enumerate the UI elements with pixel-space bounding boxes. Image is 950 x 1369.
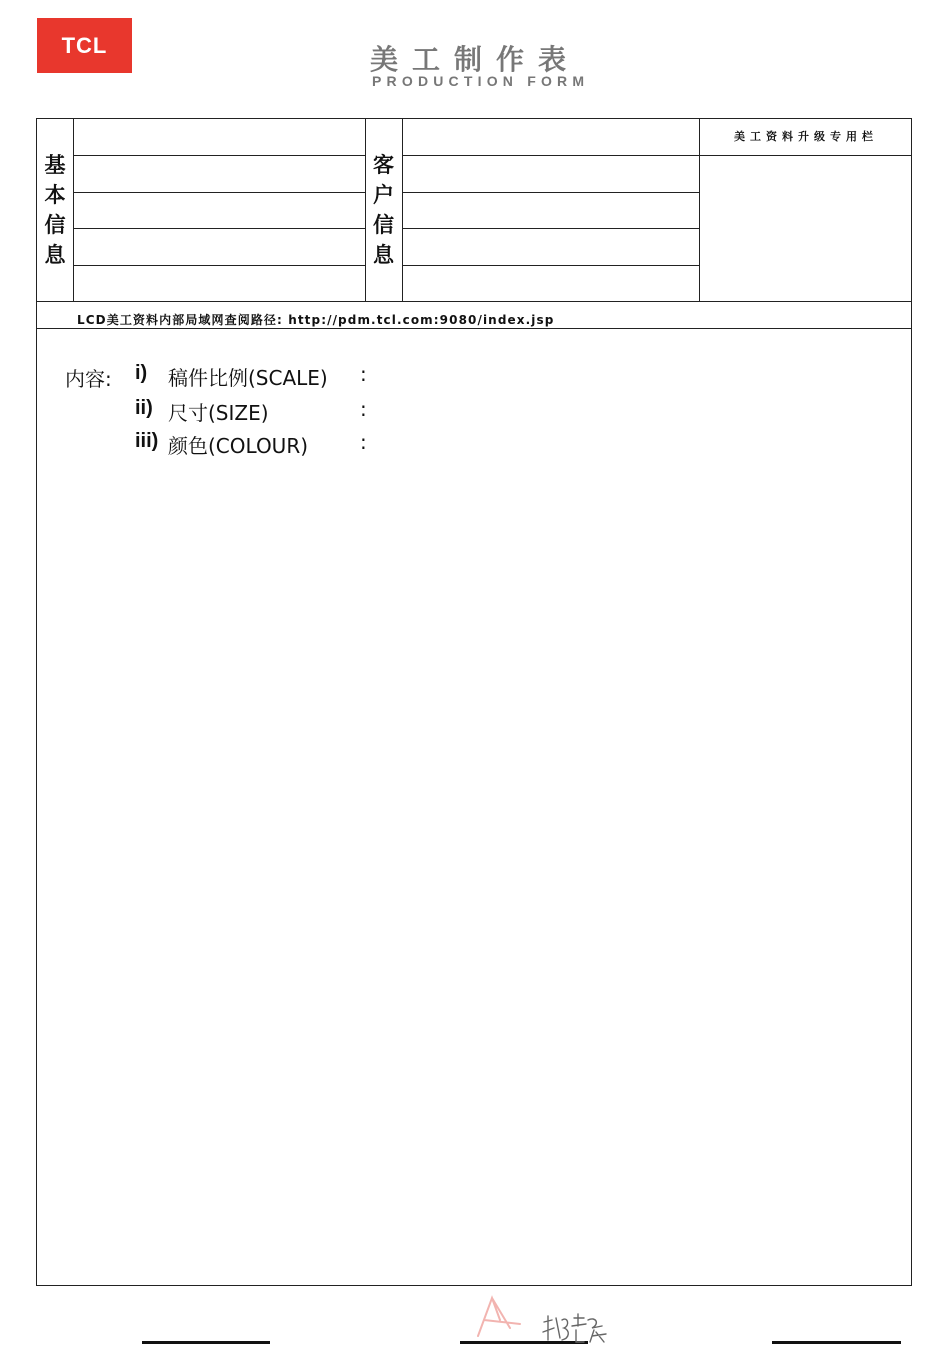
item-colon: :: [360, 362, 367, 386]
label-char: 息: [373, 243, 394, 267]
upgrade-notes-area[interactable]: [700, 156, 912, 301]
customer-info-field[interactable]: [403, 119, 699, 155]
item-name: 尺寸(SIZE): [168, 401, 269, 425]
divider: [37, 328, 912, 329]
production-form: [36, 118, 912, 1286]
handwritten-signature: [540, 1312, 612, 1346]
label-char: 客: [373, 153, 394, 177]
customer-info-field[interactable]: [403, 193, 699, 228]
basic-info-field[interactable]: [74, 229, 365, 265]
basic-info-field[interactable]: [74, 266, 365, 301]
item-number: i): [135, 362, 148, 384]
upgrade-column-title: 美工资料升级专用栏: [734, 130, 878, 143]
signature-line: [142, 1341, 270, 1344]
item-name: 颜色(COLOUR): [168, 434, 309, 458]
customer-info-field[interactable]: [403, 266, 699, 301]
item-number: ii): [135, 397, 153, 419]
customer-info-field[interactable]: [403, 156, 699, 192]
item-colon: :: [360, 397, 367, 421]
watermark-icon: [470, 1290, 540, 1340]
item-name: 稿件比例(SCALE): [168, 366, 328, 390]
label-char: 户: [373, 183, 394, 207]
label-char: 信: [373, 213, 394, 237]
content-label: 内容:: [65, 367, 112, 391]
label-char: 基: [44, 153, 66, 177]
label-char: 信: [44, 213, 66, 237]
basic-info-label: [37, 119, 73, 301]
form-title-cn: 美工制作表: [370, 43, 581, 76]
lookup-path: LCD美工资料内部局域网查阅路径: http://pdm.tcl.com:9080/index.jsp: [77, 313, 555, 327]
form-title-en: PRODUCTION FORM: [372, 73, 590, 89]
signature-line: [772, 1341, 901, 1344]
item-colon: :: [360, 430, 367, 454]
label-char: 本: [44, 183, 66, 207]
logo-text: TCL: [61, 32, 108, 58]
divider: [37, 301, 912, 302]
label-char: 息: [44, 243, 66, 267]
basic-info-field[interactable]: [74, 193, 365, 228]
customer-info-field[interactable]: [403, 229, 699, 265]
basic-info-field[interactable]: [74, 119, 365, 155]
item-number: iii): [135, 430, 159, 452]
customer-info-label: [365, 119, 402, 301]
basic-info-field[interactable]: [74, 156, 365, 192]
tcl-logo: [37, 18, 132, 73]
